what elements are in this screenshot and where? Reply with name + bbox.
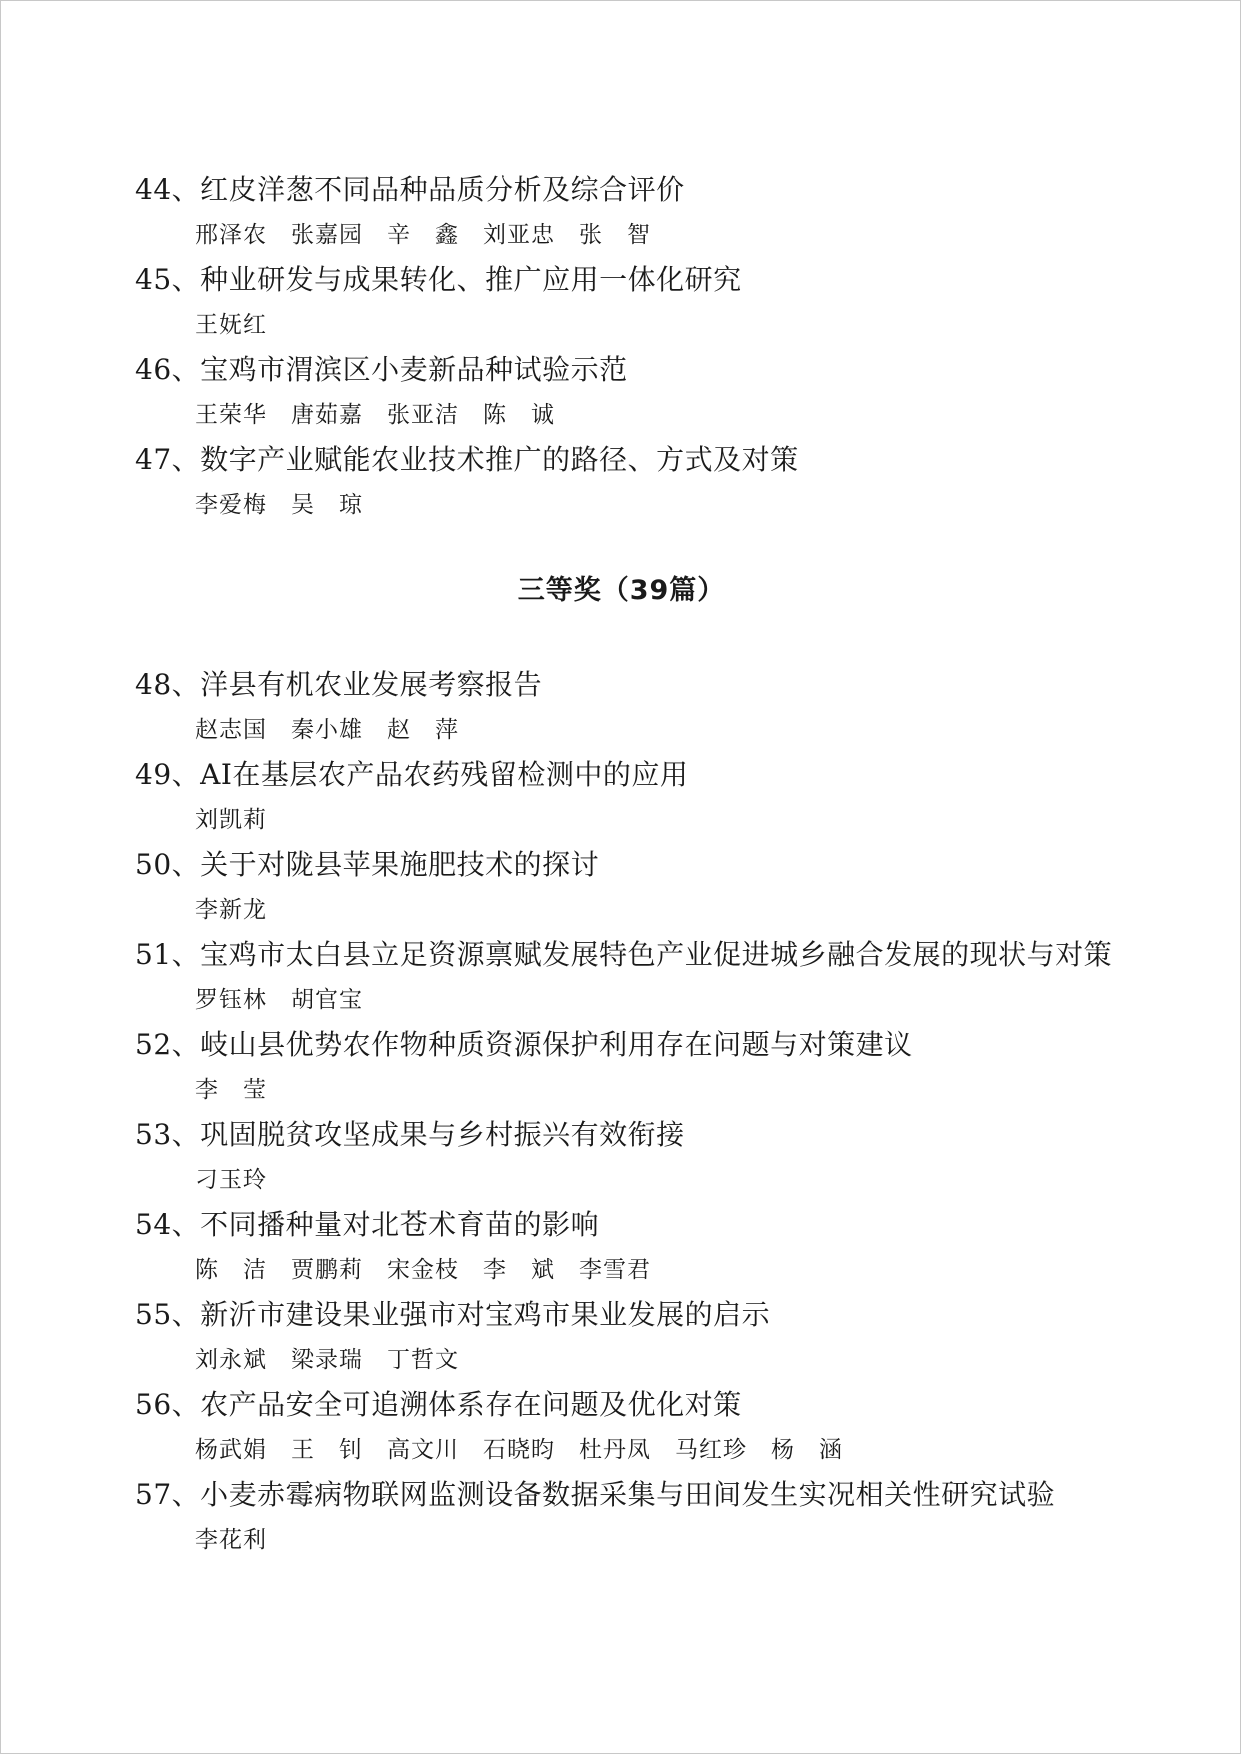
list-item (135, 1380, 1135, 1470)
entry-authors: 刘凯莉 (195, 807, 267, 833)
third-prize-list (135, 660, 1135, 1560)
entry-authors: 杨武娟 王 钊 高文川 石晓昀 杜丹凤 马红珍 杨 涵 (195, 1437, 843, 1463)
entry-title: 52、岐山县优势农作物种质资源保护利用存在问题与对策建议 (135, 1028, 913, 1061)
entry-title: 44、红皮洋葱不同品种品质分析及综合评价 (135, 173, 685, 206)
list-item (135, 1470, 1135, 1560)
entry-title: 49、AI在基层农产品农药残留检测中的应用 (135, 758, 689, 791)
list-item (135, 840, 1135, 930)
list-item (135, 1290, 1135, 1380)
entry-authors: 王荣华 唐茹嘉 张亚洁 陈 诚 (195, 402, 555, 428)
entry-title: 47、数字产业赋能农业技术推广的路径、方式及对策 (135, 443, 799, 476)
list-item (135, 255, 1135, 345)
entry-authors: 李新龙 (195, 897, 267, 923)
entry-title: 46、宝鸡市渭滨区小麦新品种试验示范 (135, 353, 628, 386)
list-item (135, 1110, 1135, 1200)
entry-authors: 王妩红 (195, 312, 267, 338)
list-item (135, 930, 1135, 1020)
entry-title: 51、宝鸡市太白县立足资源禀赋发展特色产业促进城乡融合发展的现状与对策 (135, 938, 1113, 971)
second-prize-list-continued (135, 165, 1135, 525)
entry-title: 48、洋县有机农业发展考察报告 (135, 668, 543, 701)
entry-authors: 陈 洁 贾鹏莉 宋金枝 李 斌 李雪君 (195, 1257, 651, 1283)
entry-title: 45、种业研发与成果转化、推广应用一体化研究 (135, 263, 742, 296)
list-item (135, 1020, 1135, 1110)
entry-authors: 李 莹 (195, 1077, 267, 1103)
entry-authors: 赵志国 秦小雄 赵 萍 (195, 717, 459, 743)
entry-title: 54、不同播种量对北苍术育苗的影响 (135, 1208, 600, 1241)
entry-authors: 李花利 (195, 1527, 267, 1553)
list-item (135, 660, 1135, 750)
entry-authors: 邢泽农 张嘉园 辛 鑫 刘亚忠 张 智 (195, 222, 651, 248)
entry-authors: 刁玉玲 (195, 1167, 267, 1193)
section-heading-third-prize: 三等奖（39篇） (517, 575, 726, 606)
list-item (135, 1200, 1135, 1290)
entry-authors: 李爱梅 吴 琼 (195, 492, 363, 518)
list-item (135, 345, 1135, 435)
list-item (135, 750, 1135, 840)
entry-authors: 罗钰林 胡官宝 (195, 987, 363, 1013)
entry-authors: 刘永斌 梁录瑞 丁哲文 (195, 1347, 459, 1373)
list-item (135, 435, 1135, 525)
entry-title: 55、新沂市建设果业强市对宝鸡市果业发展的启示 (135, 1298, 771, 1331)
list-item (135, 165, 1135, 255)
entry-title: 57、小麦赤霉病物联网监测设备数据采集与田间发生实况相关性研究试验 (135, 1478, 1056, 1511)
entry-title: 53、巩固脱贫攻坚成果与乡村振兴有效衔接 (135, 1118, 685, 1151)
entry-title: 56、农产品安全可追溯体系存在问题及优化对策 (135, 1388, 742, 1421)
entry-title: 50、关于对陇县苹果施肥技术的探讨 (135, 848, 600, 881)
